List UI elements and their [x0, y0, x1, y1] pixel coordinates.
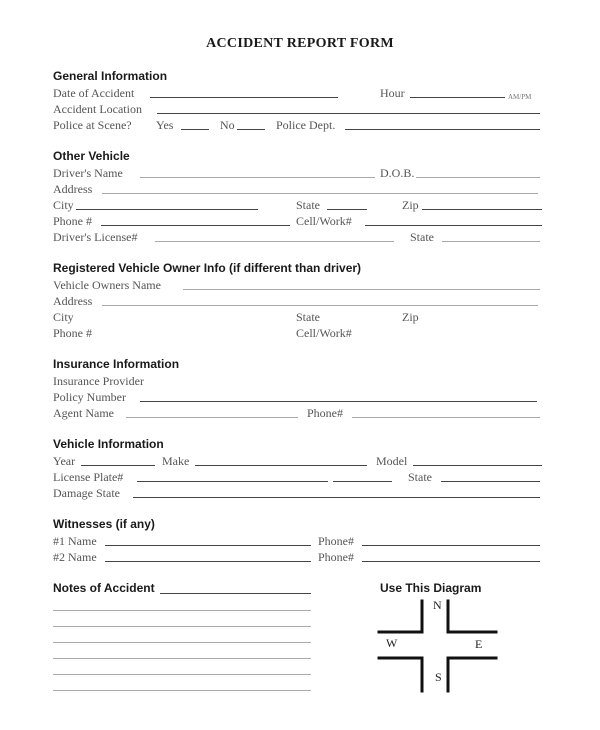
owner-state-label: State: [296, 310, 320, 324]
road-corner-nw: [379, 601, 422, 632]
other-zip-label: Zip: [402, 198, 419, 212]
witness-2-name-field[interactable]: [105, 561, 311, 562]
owner-zip-label: Zip: [402, 310, 419, 324]
license-plate-label: License Plate#: [53, 470, 124, 484]
notes-line[interactable]: [53, 610, 311, 611]
notes-heading-field[interactable]: [160, 593, 311, 594]
east-label: E: [475, 637, 483, 651]
hour-label: Hour: [380, 86, 405, 100]
witness-1-phone-label: Phone#: [318, 534, 354, 548]
diagram-title: Use This Diagram: [380, 581, 482, 595]
witnesses-heading: Witnesses (if any): [53, 517, 155, 531]
date-of-accident-label: Date of Accident: [53, 86, 135, 100]
owner-phone-label: Phone #: [53, 326, 92, 340]
other-city-label: City: [53, 198, 74, 212]
witness-1-name-label: #1 Name: [53, 534, 97, 548]
other-city-field[interactable]: [76, 209, 258, 210]
south-label: S: [435, 670, 442, 684]
other-zip-field[interactable]: [422, 209, 542, 210]
police-dept-label: Police Dept.: [276, 118, 336, 132]
drivers-name-label: Driver's Name: [53, 166, 123, 180]
other-state-field[interactable]: [327, 209, 367, 210]
general-information-heading: General Information: [53, 69, 168, 83]
police-dept-field[interactable]: [345, 129, 540, 130]
other-address-label: Address: [53, 182, 93, 196]
road-corner-ne: [448, 601, 496, 632]
make-label: Make: [162, 454, 190, 468]
damage-state-label: Damage State: [53, 486, 120, 500]
license-state-field[interactable]: [442, 241, 540, 242]
notes-line[interactable]: [53, 690, 311, 691]
license-state-label: State: [410, 230, 434, 244]
make-field[interactable]: [195, 465, 367, 466]
insurance-provider-label: Insurance Provider: [53, 374, 144, 388]
no-field[interactable]: [237, 129, 265, 130]
license-plate-field[interactable]: [137, 481, 328, 482]
insurance-information-heading: Insurance Information: [53, 357, 180, 371]
witness-2-name-label: #2 Name: [53, 550, 97, 564]
owner-info-heading: Registered Vehicle Owner Info (if different than driver): [53, 261, 362, 275]
other-phone-label: Phone #: [53, 214, 92, 228]
notes-line[interactable]: [53, 658, 311, 659]
dob-field[interactable]: [416, 177, 540, 178]
policy-number-field[interactable]: [140, 401, 537, 402]
other-phone-field[interactable]: [101, 225, 290, 226]
agent-phone-label: Phone#: [307, 406, 343, 420]
west-label: W: [386, 636, 398, 650]
vehicle-information-heading: Vehicle Information: [53, 437, 164, 451]
witness-1-phone-field[interactable]: [362, 545, 540, 546]
owner-city-label: City: [53, 310, 74, 324]
agent-name-label: Agent Name: [53, 406, 114, 420]
policy-number-label: Policy Number: [53, 390, 126, 404]
license-plate-field-extra[interactable]: [333, 481, 392, 482]
notes-line[interactable]: [53, 674, 311, 675]
vehicle-state-label: State: [408, 470, 432, 484]
road-corner-sw: [379, 658, 422, 691]
yes-label: Yes: [156, 118, 174, 132]
damage-state-field[interactable]: [133, 497, 540, 498]
other-address-field[interactable]: [102, 193, 538, 194]
police-at-scene-label: Police at Scene?: [53, 118, 132, 132]
owner-name-field[interactable]: [183, 289, 540, 290]
owner-cell-label: Cell/Work#: [296, 326, 352, 340]
owner-address-label: Address: [53, 294, 93, 308]
agent-phone-field[interactable]: [352, 417, 540, 418]
owner-address-field[interactable]: [102, 305, 538, 306]
notes-line[interactable]: [53, 642, 311, 643]
other-cell-label: Cell/Work#: [296, 214, 352, 228]
other-cell-field[interactable]: [365, 225, 542, 226]
year-label: Year: [53, 454, 76, 468]
drivers-name-field[interactable]: [140, 177, 375, 178]
am-pm-label: AM/PM: [508, 93, 532, 101]
witness-2-phone-label: Phone#: [318, 550, 354, 564]
other-state-label: State: [296, 198, 320, 212]
date-of-accident-field[interactable]: [150, 97, 338, 98]
agent-name-field[interactable]: [126, 417, 298, 418]
drivers-license-field[interactable]: [155, 241, 394, 242]
witness-1-name-field[interactable]: [105, 545, 311, 546]
dob-label: D.O.B.: [380, 166, 415, 180]
yes-field[interactable]: [181, 129, 209, 130]
north-label: N: [433, 598, 442, 612]
road-corner-se: [448, 658, 496, 691]
owner-name-label: Vehicle Owners Name: [53, 278, 161, 292]
witness-2-phone-field[interactable]: [362, 561, 540, 562]
notes-heading: Notes of Accident: [53, 581, 155, 595]
no-label: No: [220, 118, 235, 132]
hour-field[interactable]: [410, 97, 505, 98]
accident-location-label: Accident Location: [53, 102, 142, 116]
other-vehicle-heading: Other Vehicle: [53, 149, 130, 163]
accident-location-field[interactable]: [157, 113, 540, 114]
drivers-license-label: Driver's License#: [53, 230, 138, 244]
model-label: Model: [376, 454, 408, 468]
notes-line[interactable]: [53, 626, 311, 627]
vehicle-state-field[interactable]: [441, 481, 540, 482]
model-field[interactable]: [413, 465, 542, 466]
form-title: ACCIDENT REPORT FORM: [206, 36, 394, 51]
year-field[interactable]: [81, 465, 155, 466]
